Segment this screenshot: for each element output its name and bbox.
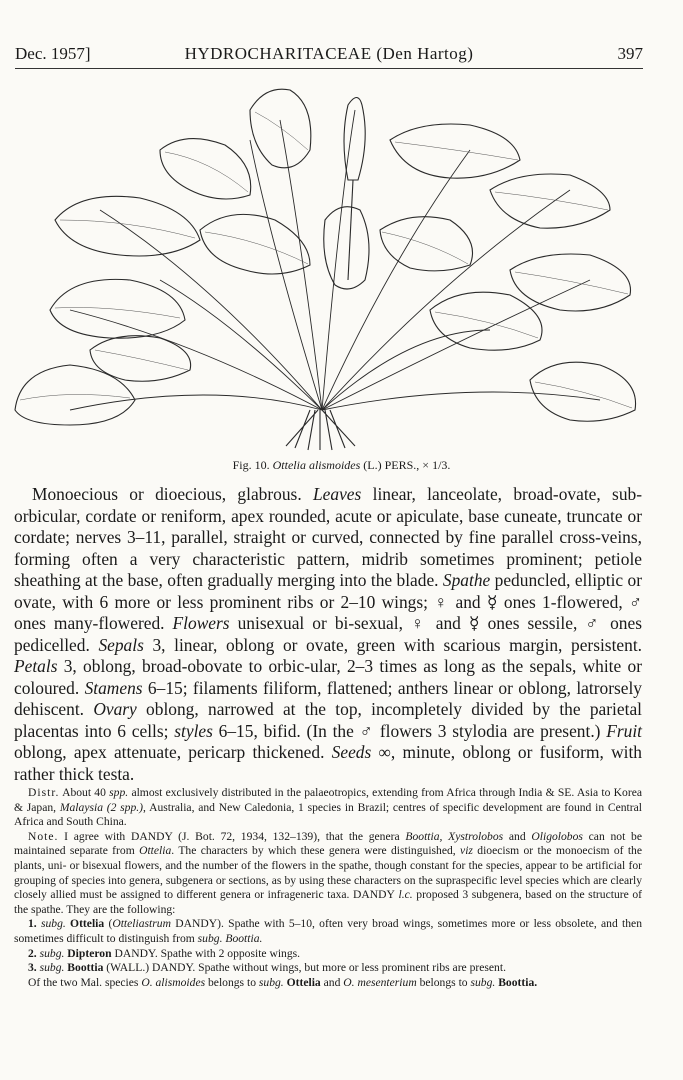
header-date: Dec. 1957] bbox=[15, 44, 91, 63]
roots bbox=[286, 410, 355, 450]
figure-caption bbox=[0, 458, 683, 473]
subgenus-3: 3. subg. Boottia (WALL.) DANDY. Spathe without wings, but more or less prominent ribs are present. bbox=[28, 961, 506, 975]
header-rule bbox=[15, 68, 643, 69]
petioles bbox=[70, 110, 600, 410]
caption-scale: 1/3. bbox=[432, 458, 451, 472]
running-header bbox=[15, 44, 643, 66]
flower-spike bbox=[344, 98, 365, 281]
description-paragraph: Monoecious or dioecious, glabrous. Leaves linear, lanceolate, broad-ovate, sub-orbicular, cordate or reniform, apex rounded, acute or apiculate, base cuneate, truncate or cordate; nerves 3–11, parallel, straight or curved, connected by fine parallel cross-veins, forming often a very characteristic pattern, midrib sometimes prominent; petiole sheathing at the base, often gradually merging into the blade. Spathe peduncled, elliptic or ovate, with 6 more or less prominent ribs or 2–10 wings; ♀ and ☿ ones 1-flowered, ♂ ones many-flowered. Flowers unisexual or bi-sexual, ♀ and ☿ ones sessile, ♂ ones pedicelled. Sepals 3, linear, oblong or ovate, green with scarious margin, persistent. Petals 3, oblong, broad-obovate to orbic-ular, 2–3 times as long as the sepals, white or coloured. Stamens 6–15; filaments filiform, flattened; anthers linear or oblong, latrorsely dehiscent. Ovary oblong, narrowed at the top, incompletely divided by the parietal placentas into 6 cells; styles 6–15, bifid. (In the ♂ flowers 3 stylodia are present.) Fruit oblong, apex attenuate, pericarp thickened. Seeds ∞, minute, oblong or fusiform, with rather thick testa. bbox=[14, 484, 643, 784]
plant-illustration bbox=[10, 80, 650, 452]
notes-text bbox=[14, 786, 642, 990]
header-title: HYDROCHARITACEAE (Den Hartog) bbox=[184, 44, 474, 63]
caption-species: Ottelia alismoides bbox=[272, 458, 361, 472]
page-number: 397 bbox=[617, 44, 643, 63]
distribution-paragraph: Distr. About 40 spp. almost exclusively distributed in the palaeotropics, extending from Africa through India & SE. Asia to Korea & Japan, Malaysia (2 spp.), Australia, and New Caledonia, 1 species in Brazil; centres of specific development are found in Central Africa and South China. bbox=[14, 786, 642, 829]
description-text bbox=[14, 484, 642, 785]
caption-author: (L.) PERS., × bbox=[363, 458, 433, 472]
subgenus-1: 1. subg. Ottelia (Otteliastrum DANDY). Spathe with 5–10, often very broad wings, sometimes more or less obsolete, and then sometimes difficult to distinguish from subg. Boottia. bbox=[14, 917, 643, 945]
note-paragraph: Note. I agree with DANDY (J. Bot. 72, 1934, 132–139), that the genera Boottia, Xystrolobos and Oligolobos can not be maintained separate from Ottelia. The characters by which these genera were distinguished, viz dioecism or the monoecism of the plants, uni- or bisexual flowers, and the number of the flowers in the spathe, though constant for the species, appear to be artificial for grouping of species into genera, subgenera or sections, as by using these characters on the supraspecific level species which are clearly closely allied must be assigned to different genera or infrageneric taxa. DANDY l.c. proposed 3 subgenera, based on the structure of the spathe. They are the following: bbox=[14, 829, 642, 916]
caption-prefix: Fig. 10. bbox=[232, 458, 270, 472]
subgenus-2: 2. subg. Dipteron DANDY. Spathe with 2 opposite wings. bbox=[28, 946, 301, 960]
species-assignment: Of the two Mal. species O. alismoides belongs to subg. Ottelia and O. mesenterium belongs to subg. Boottia. bbox=[28, 975, 538, 989]
